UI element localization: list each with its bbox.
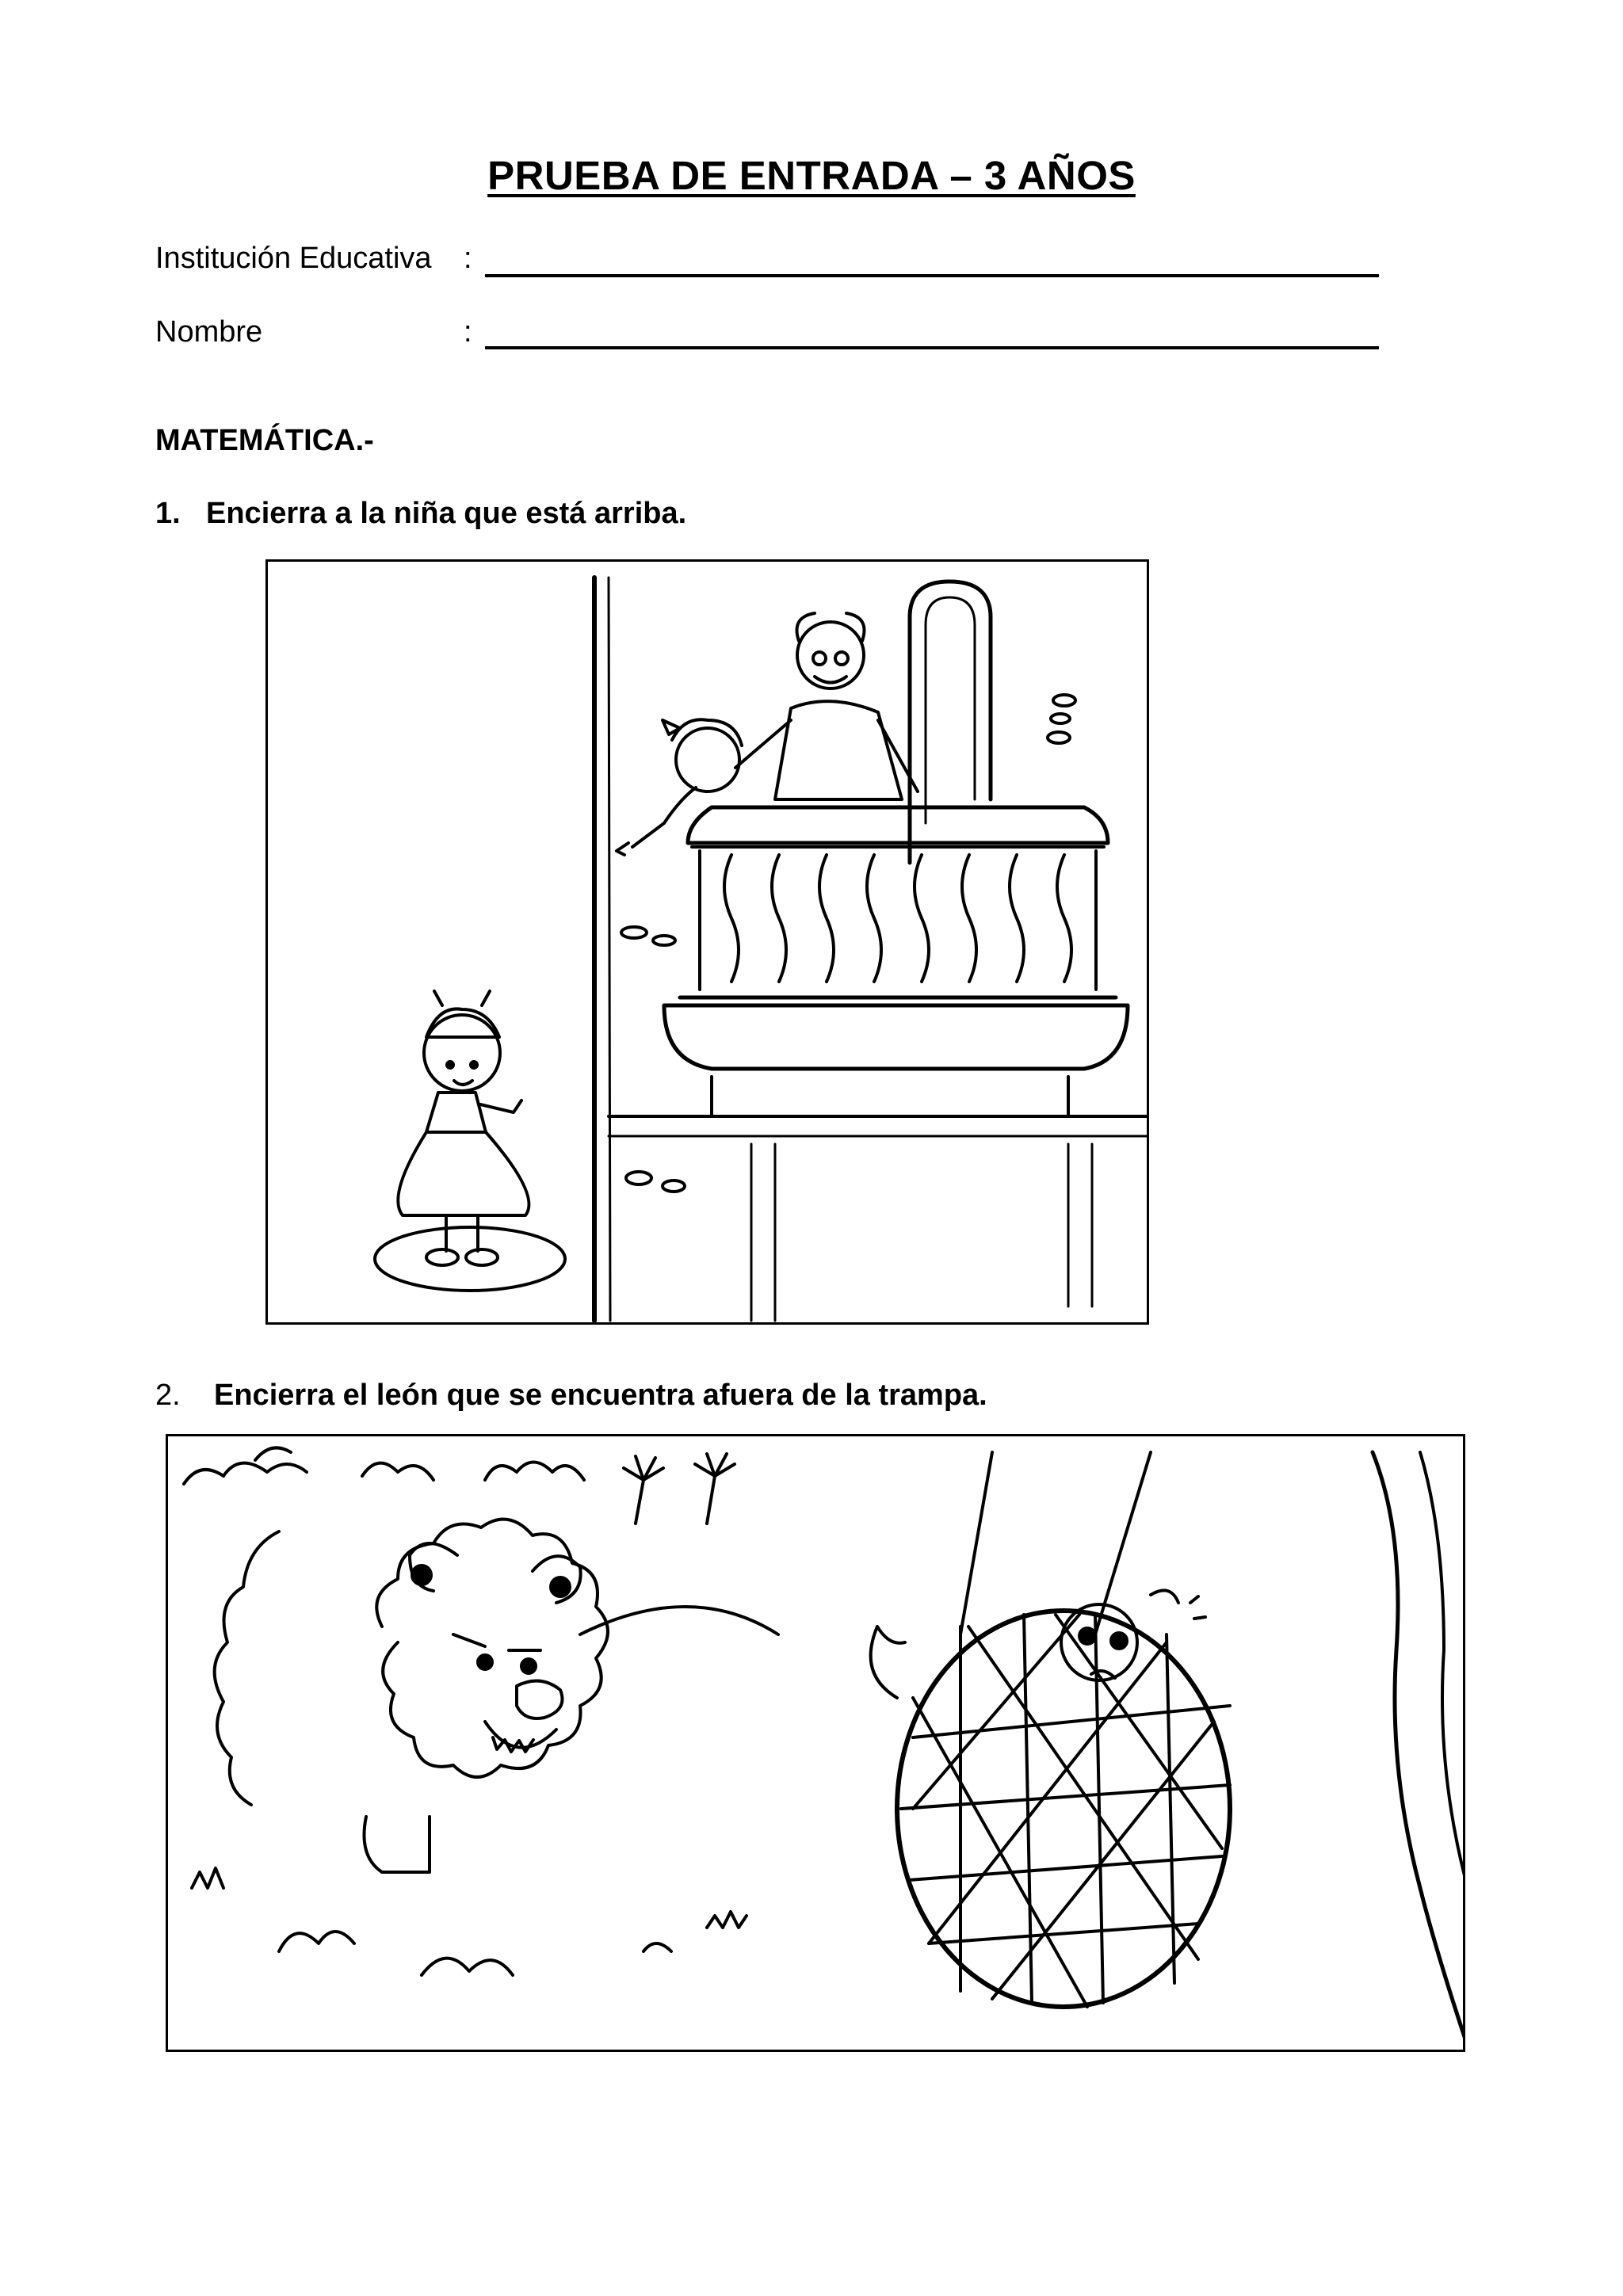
page-title: PRUEBA DE ENTRADA – 3 AÑOS <box>487 153 1136 198</box>
section-title-matematica: MATEMÁTICA.- <box>155 424 374 457</box>
lions-illustration[interactable] <box>166 1434 1465 2052</box>
name-colon: : <box>464 315 472 349</box>
balcony-illustration[interactable] <box>265 559 1149 1325</box>
institution-blank-line[interactable] <box>485 274 1379 277</box>
question-2-text: Encierra el león que se encuentra afuera de la trampa. <box>214 1379 987 1412</box>
question-2-number: 2. <box>155 1379 181 1412</box>
question-1-text: Encierra a la niña que está arriba. <box>206 497 687 530</box>
trapped-lion <box>871 1452 1463 2046</box>
question-1-number: 1. <box>155 497 181 530</box>
name-label: Nombre <box>155 315 263 349</box>
institution-label: Institución Educativa <box>155 242 432 275</box>
name-blank-line[interactable] <box>485 346 1379 349</box>
free-lion <box>184 1447 778 1975</box>
institution-colon: : <box>464 242 472 275</box>
